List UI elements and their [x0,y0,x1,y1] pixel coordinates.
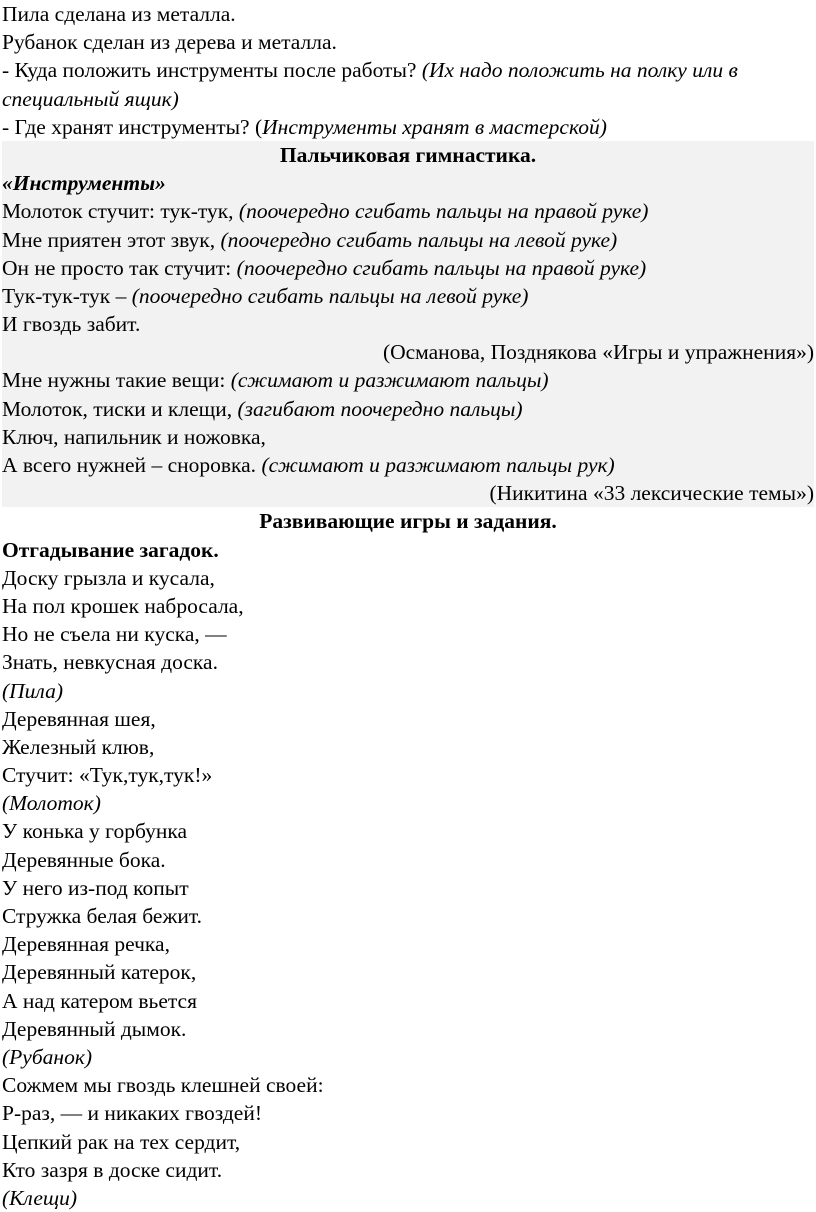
rhyme-note: (сжимают и разжимают пальцы) [230,368,549,393]
rhyme-text: Он не просто так стучит: [2,255,237,280]
text-line: Пила сделана из металла. [2,2,236,26]
document-page [2,0,814,1212]
rhyme-note: (загибают поочередно пальцы) [237,396,523,421]
riddle-line: Сожмем мы гвоздь клешней своей: [2,1073,324,1098]
rhyme-text: Ключ, напильник и ножовка, [2,424,266,449]
rhyme-note: (поочередно сгибать пальцы на левой руке) [220,227,618,252]
riddle-line: Деревянная речка, [2,932,170,957]
rhyme-line [2,197,814,225]
riddle-line: А над катером вьется [2,988,197,1013]
rhyme-title: «Инструменты» [2,171,166,196]
rhyme-text: И гвоздь забит. [2,312,141,337]
riddle-line: Но не съела ни куска, — [2,622,227,647]
riddle-answer: (Клещи) [2,1185,78,1210]
riddle-line: Доску грызла и кусала, [2,565,215,590]
question-1 [2,56,814,112]
source-credit: (Османова, Позднякова «Игры и упражнения») [382,340,814,365]
question-answer: Инструменты хранят в мастерской) [262,114,607,139]
riddle-3 [2,817,814,1071]
riddle-line: Деревянная шея, [2,706,156,731]
riddle-line: Р-раз, — и никаких гвоздей! [2,1101,262,1126]
gymnastics-block [2,141,814,507]
rhyme-line [2,226,814,254]
riddle-line: Стучит: «Тук,тук,тук!» [2,763,213,788]
rhyme-text: Молоток, тиски и клещи, [2,396,238,421]
rhyme-text: Молоток стучит: тук-тук, [2,199,239,224]
rhyme-line [2,254,814,282]
riddle-line: Деревянный дымок. [2,1016,187,1041]
rhyme-note: (сжимают и разжимают пальцы рук) [261,453,615,478]
riddle-answer: (Молоток) [2,791,101,816]
rhyme-line [2,310,814,338]
rhyme-text: Мне нужны такие вещи: [2,368,231,393]
rhyme-note: (поочередно сгибать пальцы на правой руке) [238,199,649,224]
riddle-line: На пол крошек набросала, [2,593,244,618]
riddle-2 [2,705,814,818]
riddle-1 [2,564,814,705]
riddle-line: У конька у горбунка [2,819,187,844]
rhyme-line [2,395,814,423]
section-heading: Развивающие игры и задания. [259,509,557,534]
riddle-line: Деревянный катерок, [2,960,197,985]
rhyme-line [2,451,814,479]
rhyme-text: Мне приятен этот звук, [2,227,221,252]
question-answer: (Их надо положить на полку или в специальный ящик) [2,58,738,111]
rhyme-note: (поочередно сгибать пальцы на правой руке) [236,255,647,280]
riddle-answer: (Рубанок) [2,1044,93,1069]
riddle-line: Деревянные бока. [2,847,166,872]
rhyme-line [2,366,814,394]
riddle-line: Цепкий рак на тех сердит, [2,1129,241,1154]
rhyme-note: (поочередно сгибать пальцы на левой руке) [131,283,529,308]
rhyme-text: Тук-тук-тук – [2,283,132,308]
riddle-line: Железный клюв, [2,734,155,759]
riddle-line: Знать, невкусная доска. [2,650,218,675]
question-text: - Куда положить инструменты после работы? [2,58,422,83]
rhyme-line [2,423,814,451]
riddle-line: У него из-под копыт [2,875,189,900]
rhyme-line [2,282,814,310]
riddle-line: Стружка белая бежит. [2,904,202,929]
section-heading: Пальчиковая гимнастика. [279,142,537,167]
riddle-4 [2,1071,814,1212]
question-2 [2,113,814,141]
text-line: Рубанок сделан из дерева и металла. [2,30,337,55]
question-text: - Где хранят инструменты? ( [2,114,263,139]
subsection-heading: Отгадывание загадок. [2,537,219,562]
riddle-answer: (Пила) [2,678,63,703]
rhyme-text: А всего нужней – сноровка. [2,453,262,478]
source-credit: (Никитина «33 лексические темы») [489,481,814,506]
riddle-line: Кто зазря в доске сидит. [2,1157,223,1182]
